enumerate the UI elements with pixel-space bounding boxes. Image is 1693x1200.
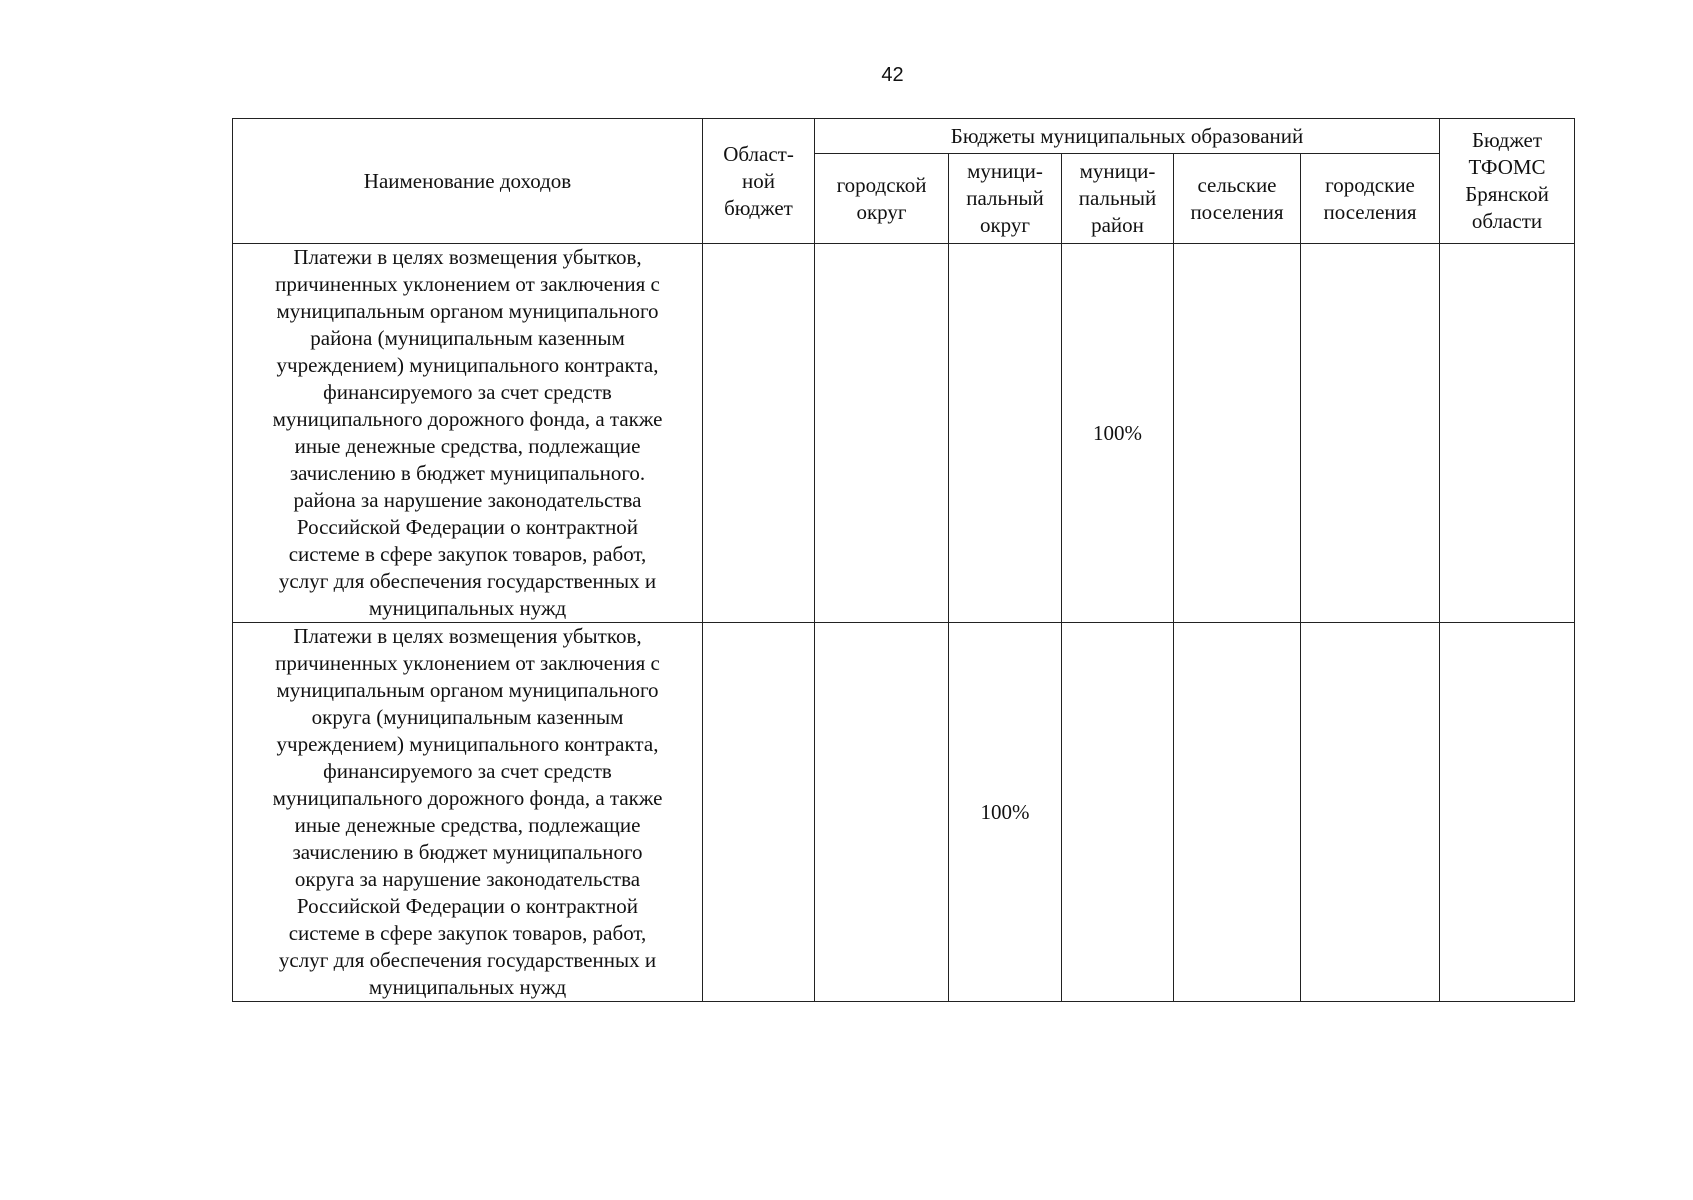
urban-settlements-cell [1301,623,1440,1002]
urban-settlements-cell [1301,244,1440,623]
header-municipal-okrug: муници- пальный округ [949,154,1062,244]
municipal-rayon-cell [1062,623,1174,1002]
regional-budget-cell [703,244,815,623]
income-distribution-table [232,118,1575,1002]
header-regional-budget: Област- ной бюджет [703,119,815,244]
rural-settlements-cell [1174,244,1301,623]
header-rural-settlements: сельские поселения [1174,154,1301,244]
header-urban-settlements: городские поселения [1301,154,1440,244]
city-district-cell [815,244,949,623]
table-row [233,244,1575,623]
income-name-cell: Платежи в целях возмещения убытков, причиненных уклонением от заключения с муниципальным органом муниципального района (муниципальным казенным учреждением) муниципального контракта, финансируемого за счет средств муниципального дорожного фонда, а также иные денежные средства, подлежащие зачислению в бюджет муниципального. района за нарушение законодательства Российской Федерации о контрактной системе в сфере закупок товаров, работ, услуг для обеспечения государственных и муниципальных нужд [233,244,703,623]
table-row [233,623,1575,1002]
income-name-cell: Платежи в целях возмещения убытков, причиненных уклонением от заключения с муниципальным органом муниципального округа (муниципальным казенным учреждением) муниципального контракта, финансируемого за счет средств муниципального дорожного фонда, а также иные денежные средства, подлежащие зачислению в бюджет муниципального округа за нарушение законодательства Российской Федерации о контрактной системе в сфере закупок товаров, работ, услуг для обеспечения государственных и муниципальных нужд [233,623,703,1002]
header-income-name: Наименование доходов [233,119,703,244]
tfoms-budget-cell [1440,244,1575,623]
municipal-okrug-cell: 100% [949,623,1062,1002]
header-municipal-rayon: муници- пальный район [1062,154,1174,244]
regional-budget-cell [703,623,815,1002]
page-number: 42 [881,64,904,86]
tfoms-budget-cell [1440,623,1575,1002]
header-row-top [233,119,1575,154]
municipal-rayon-cell: 100% [1062,244,1174,623]
municipal-okrug-cell [949,244,1062,623]
city-district-cell [815,623,949,1002]
header-tfoms-budget: Бюджет ТФОМС Брянской области [1440,119,1575,244]
rural-settlements-cell [1174,623,1301,1002]
header-city-district: городской округ [815,154,949,244]
header-municipal-budgets: Бюджеты муниципальных образований [815,119,1440,154]
